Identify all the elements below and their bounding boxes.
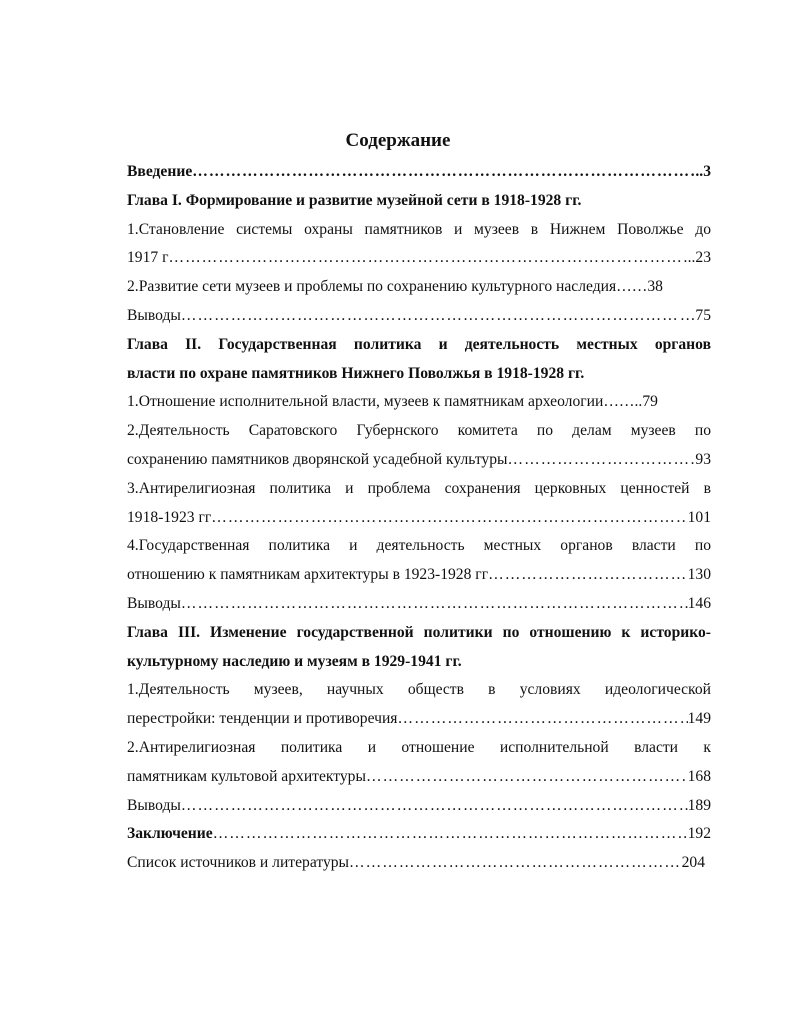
toc-entry-sources [127,849,705,878]
toc-entry-intro [127,158,711,187]
toc-entry-ch2-s2-line1: 2.Деятельность Саратовского Губернского комитета по делам музеев по [127,422,711,440]
toc-entry-label: 1.Отношение исполнительной власти, музеев к памятникам археологии [127,393,604,411]
toc-leader-dots [488,561,688,590]
toc-leader-dots [192,158,695,187]
toc-page-number: 93 [695,450,711,468]
toc-entry-label: Список источников и литературы [127,854,350,872]
toc-entry-label: 1917 г [127,249,169,267]
toc-entry-label: перестройки: тенденции и противоречия [127,710,398,728]
toc-page-number: ……38 [616,278,663,296]
toc-entry-ch1-s1-line1: 1.Становление системы охраны памятников и музеев в Нижнем Поволжье до [127,220,711,238]
toc-page-number: 101 [687,508,711,526]
toc-entry-ch2-conclusions [127,590,711,619]
toc-entry-label: отношению к памятникам архитектуры в 1923-1928 гг [127,566,489,584]
toc-page-number: 189 [687,796,711,814]
toc-leader-dots [168,244,687,273]
toc-page-number: ..23 [687,249,711,267]
toc-entry-conclusion [127,820,711,849]
toc-leader-dots [181,590,688,619]
toc-entry-label: 1918-1923 гг [127,508,212,526]
toc-entry-ch3-s1-line2 [127,705,711,734]
toc-entry-label: Выводы [127,796,181,814]
toc-entry-ch2-s3-line2 [127,504,711,533]
toc-entry-label: Введение [127,163,193,180]
toc-page-number: 149 [687,710,711,728]
toc-entry-ch2-s2-line2 [127,446,711,475]
toc-page-number: ..3 [695,163,711,180]
chapter-3-heading-line1: Глава III. Изменение государственной политики по отношению к историко- [127,623,711,641]
toc-page-number: 130 [687,566,711,584]
toc-entry-label: Выводы [127,594,181,612]
chapter-3-heading-line2: культурному наследию и музеям в 1929-1941 гг. [127,652,462,670]
toc-entry-ch2-s1 [127,388,711,417]
toc-entry-ch3-s2-line2 [127,763,711,792]
toc-entry-label: Заключение [127,825,213,843]
toc-page-number: ……..79 [603,393,658,411]
toc-entry-ch3-s1-line1: 1.Деятельность музеев, научных обществ в условиях идеологической [127,681,711,699]
toc-entry-label: сохранению памятников дворянской усадебной культуры [127,450,508,468]
toc-page-number: 204 [681,854,705,872]
page-title: Содержание [345,130,451,151]
toc-entry-label: памятникам культовой архитектуры [127,767,366,785]
toc-leader-dots [398,705,688,734]
toc-leader-dots [211,504,687,533]
toc-leader-dots [508,446,696,475]
toc-entry-ch1-s1-line2 [127,244,711,273]
toc-entry-label: Выводы [127,306,181,324]
toc-page-number: 168 [687,767,711,785]
toc-leader-dots [181,302,680,331]
toc-entry-ch1-s2 [127,273,711,302]
toc-page-number: …75 [679,306,711,324]
chapter-2-heading-line2: власти по охране памятников Нижнего Поволжья в 1918-1928 гг. [127,364,585,382]
toc-entry-ch3-s2-line1: 2.Антирелигиозная политика и отношение исполнительной власти к [127,738,711,756]
chapter-1-heading: Глава I. Формирование и развитие музейной сети в 1918-1928 гг. [127,191,582,209]
toc-leader-dots [349,849,682,878]
toc-leader-dots [181,792,688,821]
toc-entry-ch2-s4-line1: 4.Государственная политика и деятельность местных органов власти по [127,537,711,555]
toc-entry-ch2-s3-line1: 3.Антирелигиозная политика и проблема сохранения церковных ценностей в [127,479,711,497]
toc-entry-ch3-conclusions [127,792,711,821]
toc-leader-dots [366,763,688,792]
toc-page-number: 192 [687,825,711,843]
toc-entry-ch1-conclusions [127,302,711,331]
toc-entry-ch2-s4-line2 [127,561,711,590]
table-of-contents [127,158,711,878]
toc-page-number: 146 [687,594,711,612]
toc-entry-label: 2.Развитие сети музеев и проблемы по сохранению культурного наследия [127,278,617,296]
chapter-2-heading-line1: Глава II. Государственная политика и деятельность местных органов [127,335,711,353]
toc-leader-dots [213,820,688,849]
